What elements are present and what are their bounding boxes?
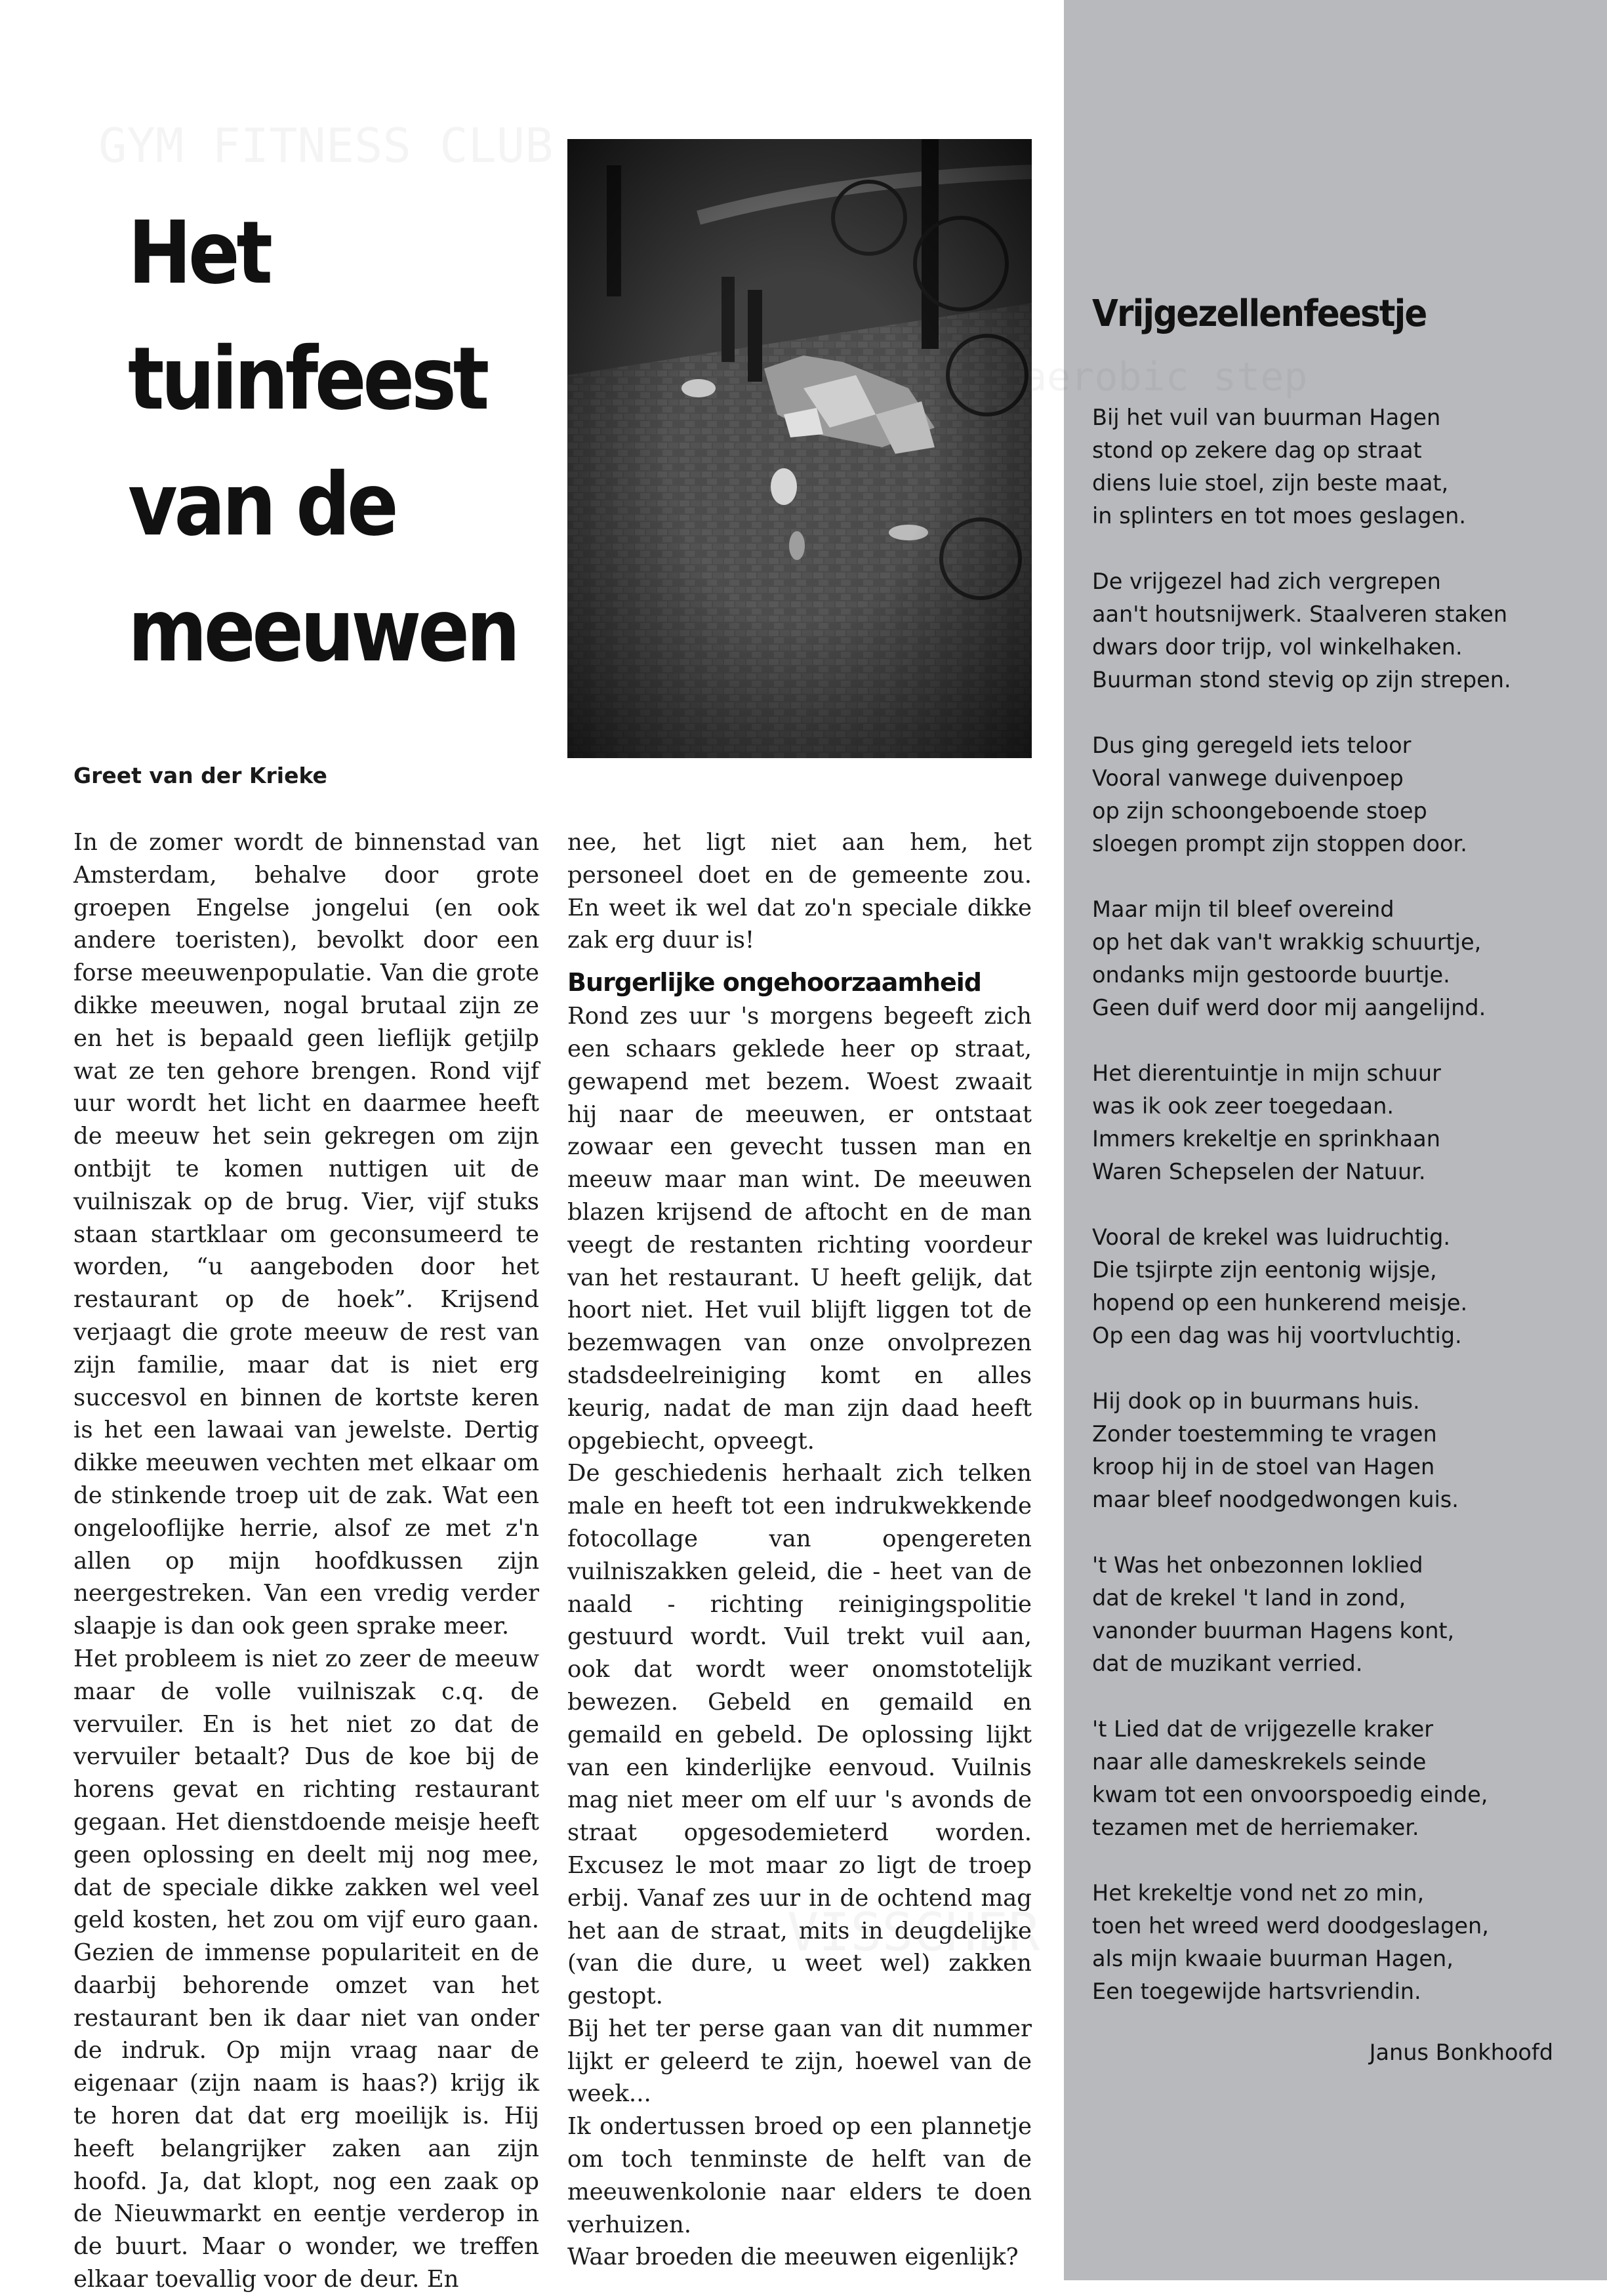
poem-line: Immers krekeltje en sprinkhaan bbox=[1092, 1126, 1440, 1152]
article-paragraph: In de zomer wordt de binnenstad van Amsterdam, behalve door grote groepen Engelse jongelui (en ook andere toeristen), bevolkt door een forse meeuwenpopulatie. Van die grote dikke meeuwen, nogal brutaal zijn ze en het is bepaald geen lieflijk getjilp wat ze ten gehore brengen. Rond vijf uur wordt het licht en daarmee heeft de meeuw het sein gekregen om zijn ontbijt te komen nuttigen uit de vuilniszak op de brug. Vier, vijf stuks staan startklaar om geconsumeerd te worden, “u aangeboden door het restaurant op de hoek”. Krijsend verjaagt die grote meeuw de rest van zijn familie, maar dat is niet erg succesvol en binnen de kortste keren is het een lawaai van jewelste. Dertig dikke meeuwen vechten met elkaar om de stinkende troep uit de zak. Wat een ongelooflijke herrie, alsof ze met z'n allen op mijn hoofdkussen zijn neergestreken. Van een vredig verder slaapje is dan ook geen sprake meer. bbox=[73, 829, 539, 1640]
poem-line: Maar mijn til bleef overeind bbox=[1092, 896, 1394, 922]
street-photo-gulls-garbage bbox=[567, 139, 1032, 758]
poem-line: Op een dag was hij voortvluchtig. bbox=[1092, 1323, 1462, 1348]
poem-line: als mijn kwaaie buurman Hagen, bbox=[1092, 1946, 1454, 1971]
poem-stanza bbox=[1092, 729, 1577, 860]
poem-line: De vrijgezel had zich vergrepen bbox=[1092, 569, 1441, 594]
poem-line: Geen duif werd door mij aangelijnd. bbox=[1092, 995, 1486, 1020]
poem-line: 't Lied dat de vrijgezelle kraker bbox=[1092, 1716, 1434, 1742]
poem-line: Die tsjirpte zijn eentonig wijsje, bbox=[1092, 1257, 1437, 1283]
title-line: tuinfeest bbox=[128, 329, 486, 430]
poem-line: kroop hij in de stoel van Hagen bbox=[1092, 1454, 1435, 1480]
poem-stanza bbox=[1092, 1713, 1577, 1844]
article-paragraph: Bij het ter perse gaan van dit nummer lijkt er geleerd te zijn, hoewel van de week... bbox=[567, 2015, 1032, 2108]
article-title bbox=[128, 190, 518, 694]
author-byline: Greet van der Krieke bbox=[73, 763, 327, 788]
poem-stanza bbox=[1092, 1385, 1577, 1516]
poem-line: toen het wreed werd doodgeslagen, bbox=[1092, 1913, 1489, 1939]
poem-stanza bbox=[1092, 565, 1577, 696]
poem-line: Bij het vuil van buurman Hagen bbox=[1092, 405, 1441, 430]
poem-signature: Janus Bonkhoofd bbox=[1369, 2040, 1553, 2065]
poem-line: Zonder toestemming te vragen bbox=[1092, 1421, 1437, 1447]
poem-stanza bbox=[1092, 893, 1577, 1024]
poem-line: aan't houtsnijwerk. Staalveren staken bbox=[1092, 601, 1508, 627]
poem-line: was ik ook zeer toegedaan. bbox=[1092, 1093, 1394, 1119]
poem-line: dat de muzikant verried. bbox=[1092, 1651, 1363, 1676]
poem-stanza bbox=[1092, 1057, 1577, 1188]
poem-stanza bbox=[1092, 1221, 1577, 1352]
poem-line: Buurman stond stevig op zijn strepen. bbox=[1092, 667, 1511, 693]
poem-line: ondanks mijn gestoorde buurtje. bbox=[1092, 962, 1450, 988]
poem-line: dat de krekel 't land in zond, bbox=[1092, 1585, 1406, 1611]
title-line: meeuwen bbox=[128, 580, 518, 681]
poem-line: Waren Schepselen der Natuur. bbox=[1092, 1159, 1426, 1184]
poem-line: 't Was het onbezonnen loklied bbox=[1092, 1552, 1423, 1578]
poem-line: op het dak van't wrakkig schuurtje, bbox=[1092, 929, 1482, 955]
poem-body bbox=[1092, 401, 1577, 2041]
poem-stanza bbox=[1092, 1877, 1577, 2008]
poem-line: sloegen prompt zijn stoppen door. bbox=[1092, 831, 1467, 856]
poem-line: Vooral de krekel was luidruchtig. bbox=[1092, 1224, 1451, 1250]
poem-stanza bbox=[1092, 1549, 1577, 1680]
poem-line: diens luie stoel, zijn beste maat, bbox=[1092, 470, 1449, 496]
article-paragraph: Het probleem is niet zo zeer de meeuw maar de volle vuilniszak c.q. de vervuiler. En is het niet zo dat de vervuiler betaalt? Dus de koe bij de horens gevat en richting restaurant gegaan. Het dienstdoende meisje heeft geen oplossing en deelt mij nog mee, dat de speciale dikke zakken wel veel geld kosten, het zou om vijf euro gaan. Gezien de immense populariteit en de daarbij behorende omzet van het restaurant ben ik daar niet van onder de indruk. Op mijn vraag naar de eigenaar (zijn naam is haas?) krijg ik te horen dat dat erg moeilijk is. Hij heeft belangrijker zaken aan zijn hoofd. Ja, dat klopt, nog een zaak op de Nieuwmarkt en eentje verderop in de buurt. Maar o wonder, we treffen elkaar toevallig voor de deur. En bbox=[73, 1645, 539, 2293]
article-paragraph: Waar broeden die meeuwen eigenlijk? bbox=[567, 2244, 1019, 2271]
show-through-text bbox=[98, 118, 554, 173]
poem-line: Het krekeltje vond net zo min, bbox=[1092, 1880, 1425, 1906]
poem-line: kwam tot een onvoorspoedig einde, bbox=[1092, 1782, 1488, 1807]
title-line: Het bbox=[128, 203, 270, 304]
poem-line: stond op zekere dag op straat bbox=[1092, 437, 1422, 463]
poem-line: dwars door trijp, vol winkelhaken. bbox=[1092, 634, 1463, 660]
poem-line: in splinters en tot moes geslagen. bbox=[1092, 503, 1467, 529]
poem-line: vanonder buurman Hagens kont, bbox=[1092, 1618, 1455, 1643]
section-heading: Burgerlijke ongehoorzaamheid bbox=[567, 968, 981, 997]
article-paragraph: Ik ondertussen broed op een plannetje om toch tenminste de helft van de meeuwenkolonie naar elders te doen verhuizen. bbox=[567, 2113, 1032, 2238]
poem-line: Een toegewijde hartsvriendin. bbox=[1092, 1979, 1421, 2004]
poem-line: Vooral vanwege duivenpoep bbox=[1092, 765, 1404, 791]
poem-line: Het dierentuintje in mijn schuur bbox=[1092, 1060, 1441, 1086]
poem-line: op zijn schoongeboende stoep bbox=[1092, 798, 1427, 824]
poem-line: maar bleef noodgedwongen kuis. bbox=[1092, 1487, 1459, 1512]
article-column-1 bbox=[73, 826, 539, 2296]
poem-line: naar alle dameskrekels seinde bbox=[1092, 1749, 1427, 1775]
title-line: van de bbox=[128, 454, 396, 555]
poem-line: Dus ging geregeld iets teloor bbox=[1092, 733, 1412, 758]
poem-line: tezamen met de herriemaker. bbox=[1092, 1815, 1419, 1840]
article-paragraph: De geschiedenis herhaalt zich telken male en heeft tot een indrukwekkende fotocollage van opengereten vuilniszakken geleid, die - heet van de naald - richting reinigingspolitie gestuurd wordt. Vuil trekt vuil aan, ook dat wordt weer onomstotelijk bewezen. Gebeld en gemaild en gemaild en gebeld. De oplossing lijkt van een kinderlijke eenvoud. Vuilnis mag niet meer om elf uur 's avonds de straat opgesodemieterd worden. Excusez le mot maar zo ligt de troep erbij. Vanaf zes uur in de ochtend mag het aan de straat, mits in deugdelijke (van die dure, u weet wel) zakken gestopt. bbox=[567, 1460, 1032, 2010]
poem-line: hopend op een hunkerend meisje. bbox=[1092, 1290, 1468, 1316]
poem-stanza bbox=[1092, 401, 1577, 533]
article-paragraph: Rond zes uur 's morgens begeeft zich een schaars geklede heer op straat, gewapend met bezem. Woest zwaait hij naar de meeuwen, er ontstaat zowaar een gevecht tussen man en meeuw maar man wint. De meeuwen blazen krijsend de aftocht en de man veegt de restanten richting voordeur van het restaurant. U heeft gelijk, dat hoort niet. Het vuil blijft liggen tot de bezemwagen van onze onvolprezen stadsdeelreiniging komt en alles keurig, nadat de man zijn daad heeft opgebiecht, opveegt. bbox=[567, 1003, 1032, 1455]
poem-title: Vrijgezellenfeestje bbox=[1092, 292, 1427, 335]
show-through-text bbox=[1023, 354, 1307, 400]
article-paragraph: nee, het ligt niet aan hem, het personeel doet en de gemeente zou. En weet ik wel dat zo'n speciale dikke zak erg duur is! bbox=[567, 829, 1032, 954]
article-column-2 bbox=[567, 826, 1032, 2274]
poem-line: Hij dook op in buurmans huis. bbox=[1092, 1388, 1420, 1414]
